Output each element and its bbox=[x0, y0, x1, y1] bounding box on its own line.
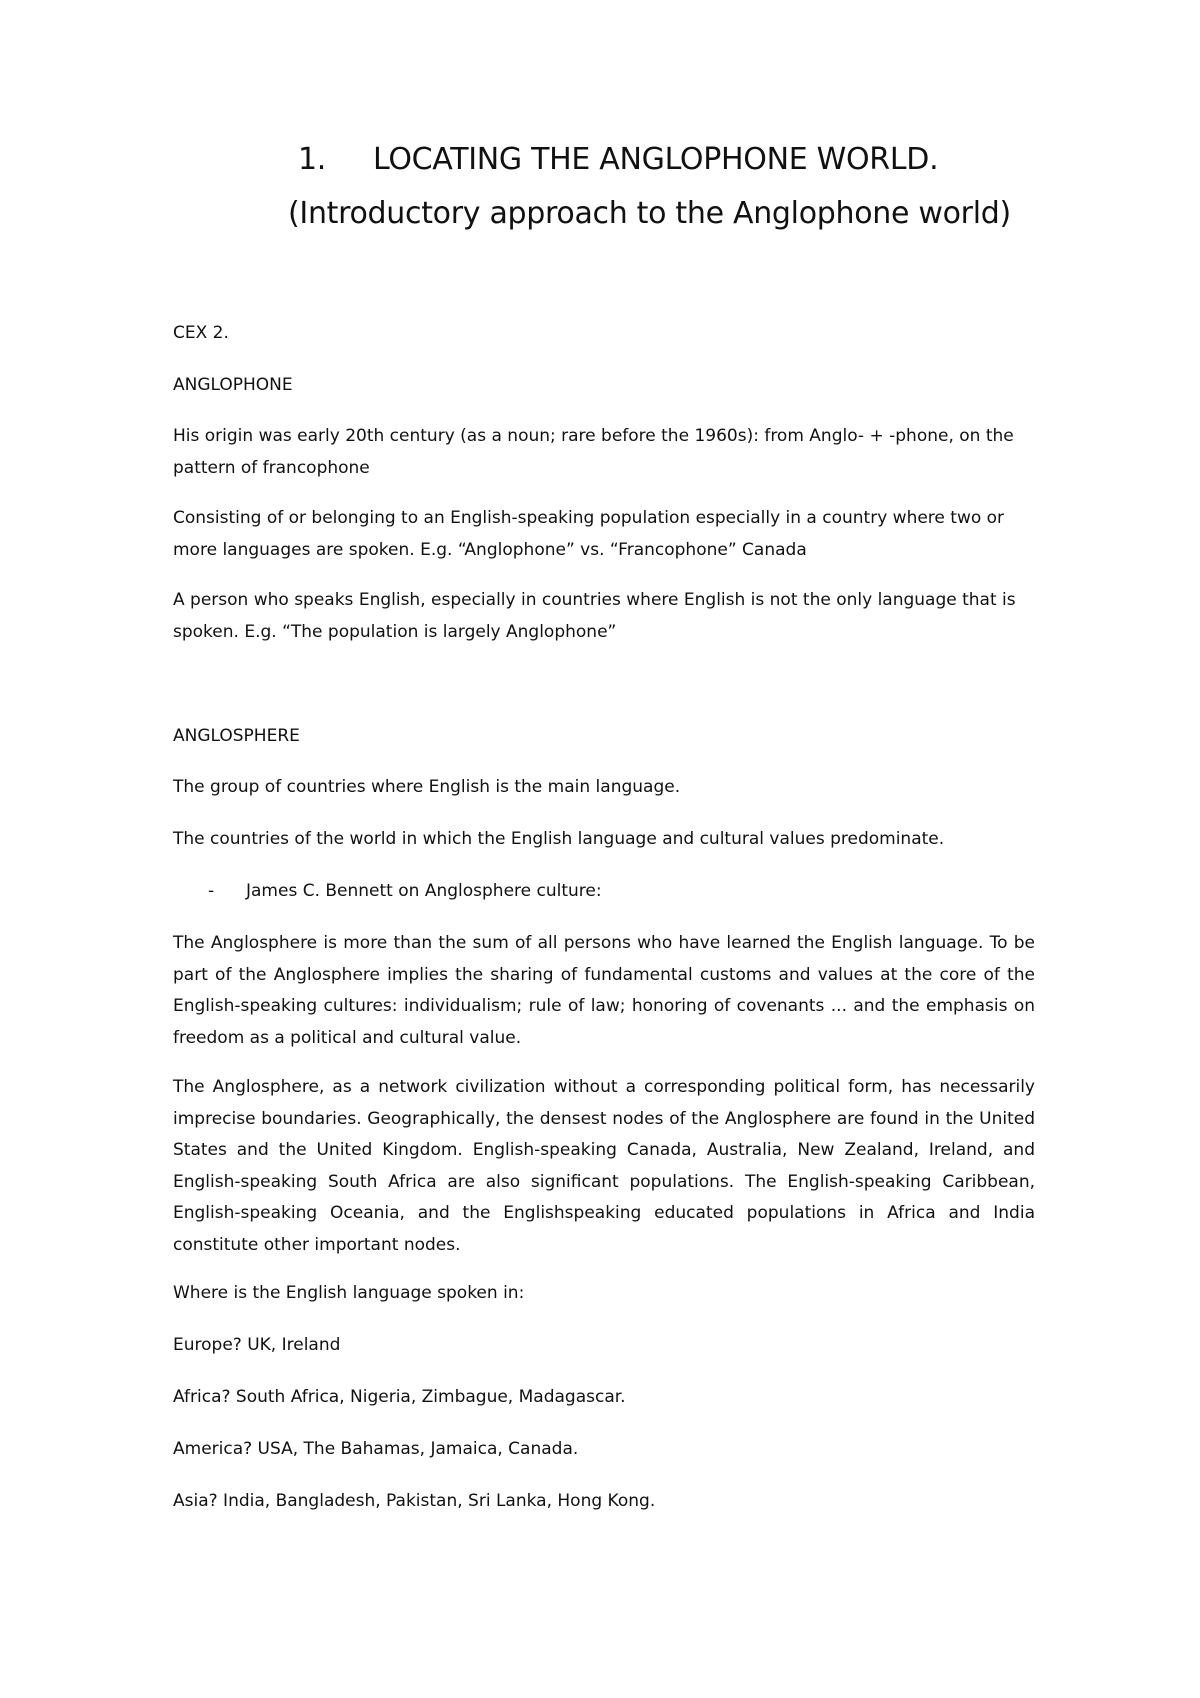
anglophone-definition-1: Consisting of or belonging to an English-speaking population especially in a country where two or more languages are spoken. E.g. “Anglophone” vs. “Francophone” Canada bbox=[173, 508, 1005, 560]
anglosphere-definition-2: The countries of the world in which the English language and cultural values predominate. bbox=[173, 829, 945, 849]
bullet-item bbox=[208, 876, 602, 907]
bennett-quote-1: The Anglosphere is more than the sum of all persons who have learned the English language. To be part of the Anglosphere implies the sharing of fundamental customs and values at the core of the English-speaking cultures: individualism; rule of law; honoring of covenants ... and the emphasis on freedom as a political and cultural value. bbox=[173, 933, 1035, 1048]
anglophone-origin: His origin was early 20th century (as a noun; rare before the 1960s): from Anglo- + -phone, on the pattern of francophone bbox=[173, 426, 1014, 478]
title-heading: LOCATING THE ANGLOPHONE WORLD. bbox=[373, 142, 939, 177]
course-code: CEX 2. bbox=[173, 323, 229, 343]
where-question: Where is the English language spoken in: bbox=[173, 1283, 525, 1303]
where-africa: Africa? South Africa, Nigeria, Zimbague, Madagascar. bbox=[173, 1387, 626, 1407]
where-asia: Asia? India, Bangladesh, Pakistan, Sri Lanka, Hong Kong. bbox=[173, 1491, 656, 1511]
anglosphere-definition-1: The group of countries where English is the main language. bbox=[173, 777, 681, 797]
anglophone-heading: ANGLOPHONE bbox=[173, 375, 293, 395]
where-america: America? USA, The Bahamas, Jamaica, Canada. bbox=[173, 1439, 579, 1459]
anglosphere-heading: ANGLOSPHERE bbox=[173, 726, 300, 746]
bullet-text: James C. Bennett on Anglosphere culture: bbox=[246, 881, 602, 901]
where-europe: Europe? UK, Ireland bbox=[173, 1335, 341, 1355]
page-subtitle: (Introductory approach to the Anglophone world) bbox=[288, 196, 1011, 231]
page-title bbox=[298, 142, 938, 177]
bennett-quote-2: The Anglosphere, as a network civilization without a corresponding political form, has necessarily imprecise boundaries. Geographically, the densest nodes of the Anglosphere are found in the United States and the United Kingdom. English-speaking Canada, Australia, New Zealand, Ireland, and English-speaking South Africa are also significant populations. The English-speaking Caribbean, English-speaking Oceania, and the Englishspeaking educated populations in Africa and India constitute other important nodes. bbox=[173, 1077, 1035, 1255]
anglophone-definition-2: A person who speaks English, especially in countries where English is not the only language that is spoken. E.g. “The population is largely Anglophone” bbox=[173, 590, 1016, 642]
title-number: 1. bbox=[298, 142, 327, 177]
bullet-marker: - bbox=[208, 881, 215, 901]
